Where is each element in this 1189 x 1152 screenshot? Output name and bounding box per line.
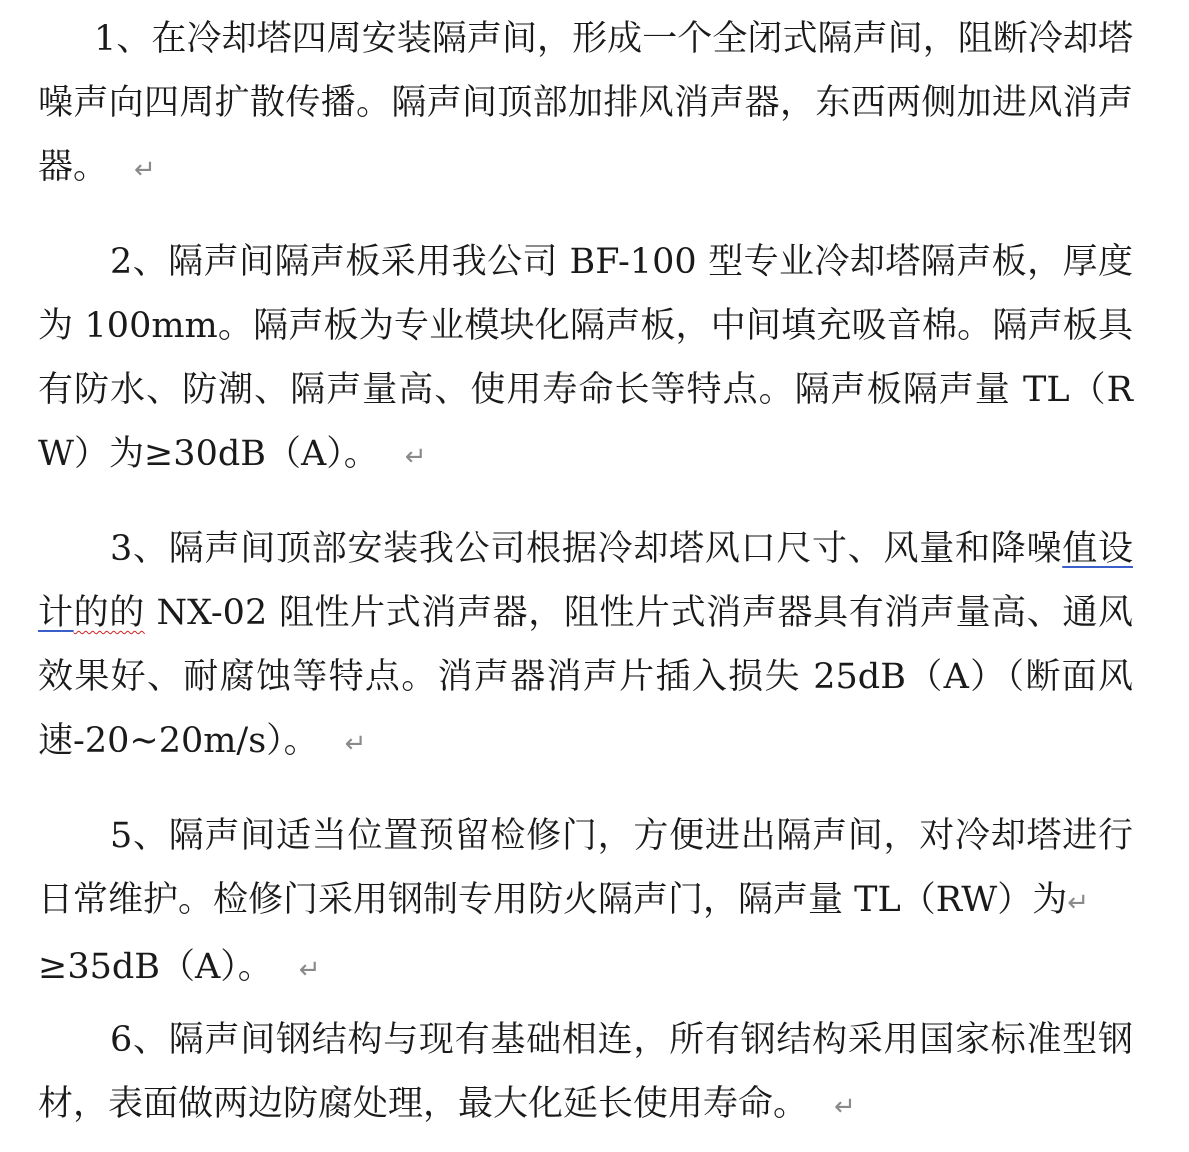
paragraph-1-text: 1、在冷却塔四周安装隔声间，形成一个全闭式隔声间，阻断冷却塔噪声向四周扩散传播。隔声间顶部加排风消声器，东西两侧加进风消声器。 bbox=[38, 19, 1133, 187]
paragraph-2 bbox=[38, 230, 1133, 489]
paragraph-mark-icon: ↵ bbox=[834, 1092, 856, 1122]
paragraph-6 bbox=[38, 1008, 1133, 1139]
paragraph-3 bbox=[38, 517, 1133, 776]
paragraph-5-text-cont: ≥35dB（A）。 bbox=[38, 947, 273, 987]
paragraph-mark-icon: ↵ bbox=[134, 155, 156, 185]
paragraph-2-text: 2、隔声间隔声板采用我公司 BF-100 型专业冷却塔隔声板，厚度为 100mm。隔声板为专业模块化隔声板，中间填充吸音棉。隔声板具有防水、防潮、隔声量高、使用寿命长等特点。隔声板隔声量 TL（RW）为≥30dB（A）。 bbox=[38, 242, 1133, 474]
paragraph-6-text: 6、隔声间钢结构与现有基础相连，所有钢结构采用国家标准型钢材，表面做两边防腐处理，最大化延长使用寿命。 bbox=[38, 1020, 1133, 1124]
line-break-mark-icon: ↵ bbox=[1067, 888, 1090, 918]
paragraph-3-text-start: 3、隔声间顶部安装我公司根据冷却塔风口尺寸、风量和降噪 bbox=[110, 529, 1063, 569]
document-page bbox=[38, 0, 1133, 1139]
paragraph-1 bbox=[38, 7, 1133, 202]
paragraph-mark-icon: ↵ bbox=[344, 729, 367, 759]
paragraph-5 bbox=[38, 804, 1133, 1002]
paragraph-5-text: 5、隔声间适当位置预留检修门，方便进出隔声间，对冷却塔进行日常维护。检修门采用钢制专用防火隔声门，隔声量 TL（RW）为 bbox=[38, 816, 1133, 920]
paragraph-3-text-end: NX-02 阻性片式消声器，阻性片式消声器具有消声量高、通风效果好、耐腐蚀等特点。消声器消声片插入损失 25dB（A）（断面风速-20~20m/s）。 bbox=[38, 593, 1133, 761]
paragraph-mark-icon: ↵ bbox=[298, 955, 321, 985]
grammar-check-underline[interactable]: 值设计 bbox=[38, 529, 1133, 633]
spell-check-underline[interactable]: 的的 bbox=[73, 593, 145, 633]
paragraph-mark-icon: ↵ bbox=[404, 442, 427, 472]
